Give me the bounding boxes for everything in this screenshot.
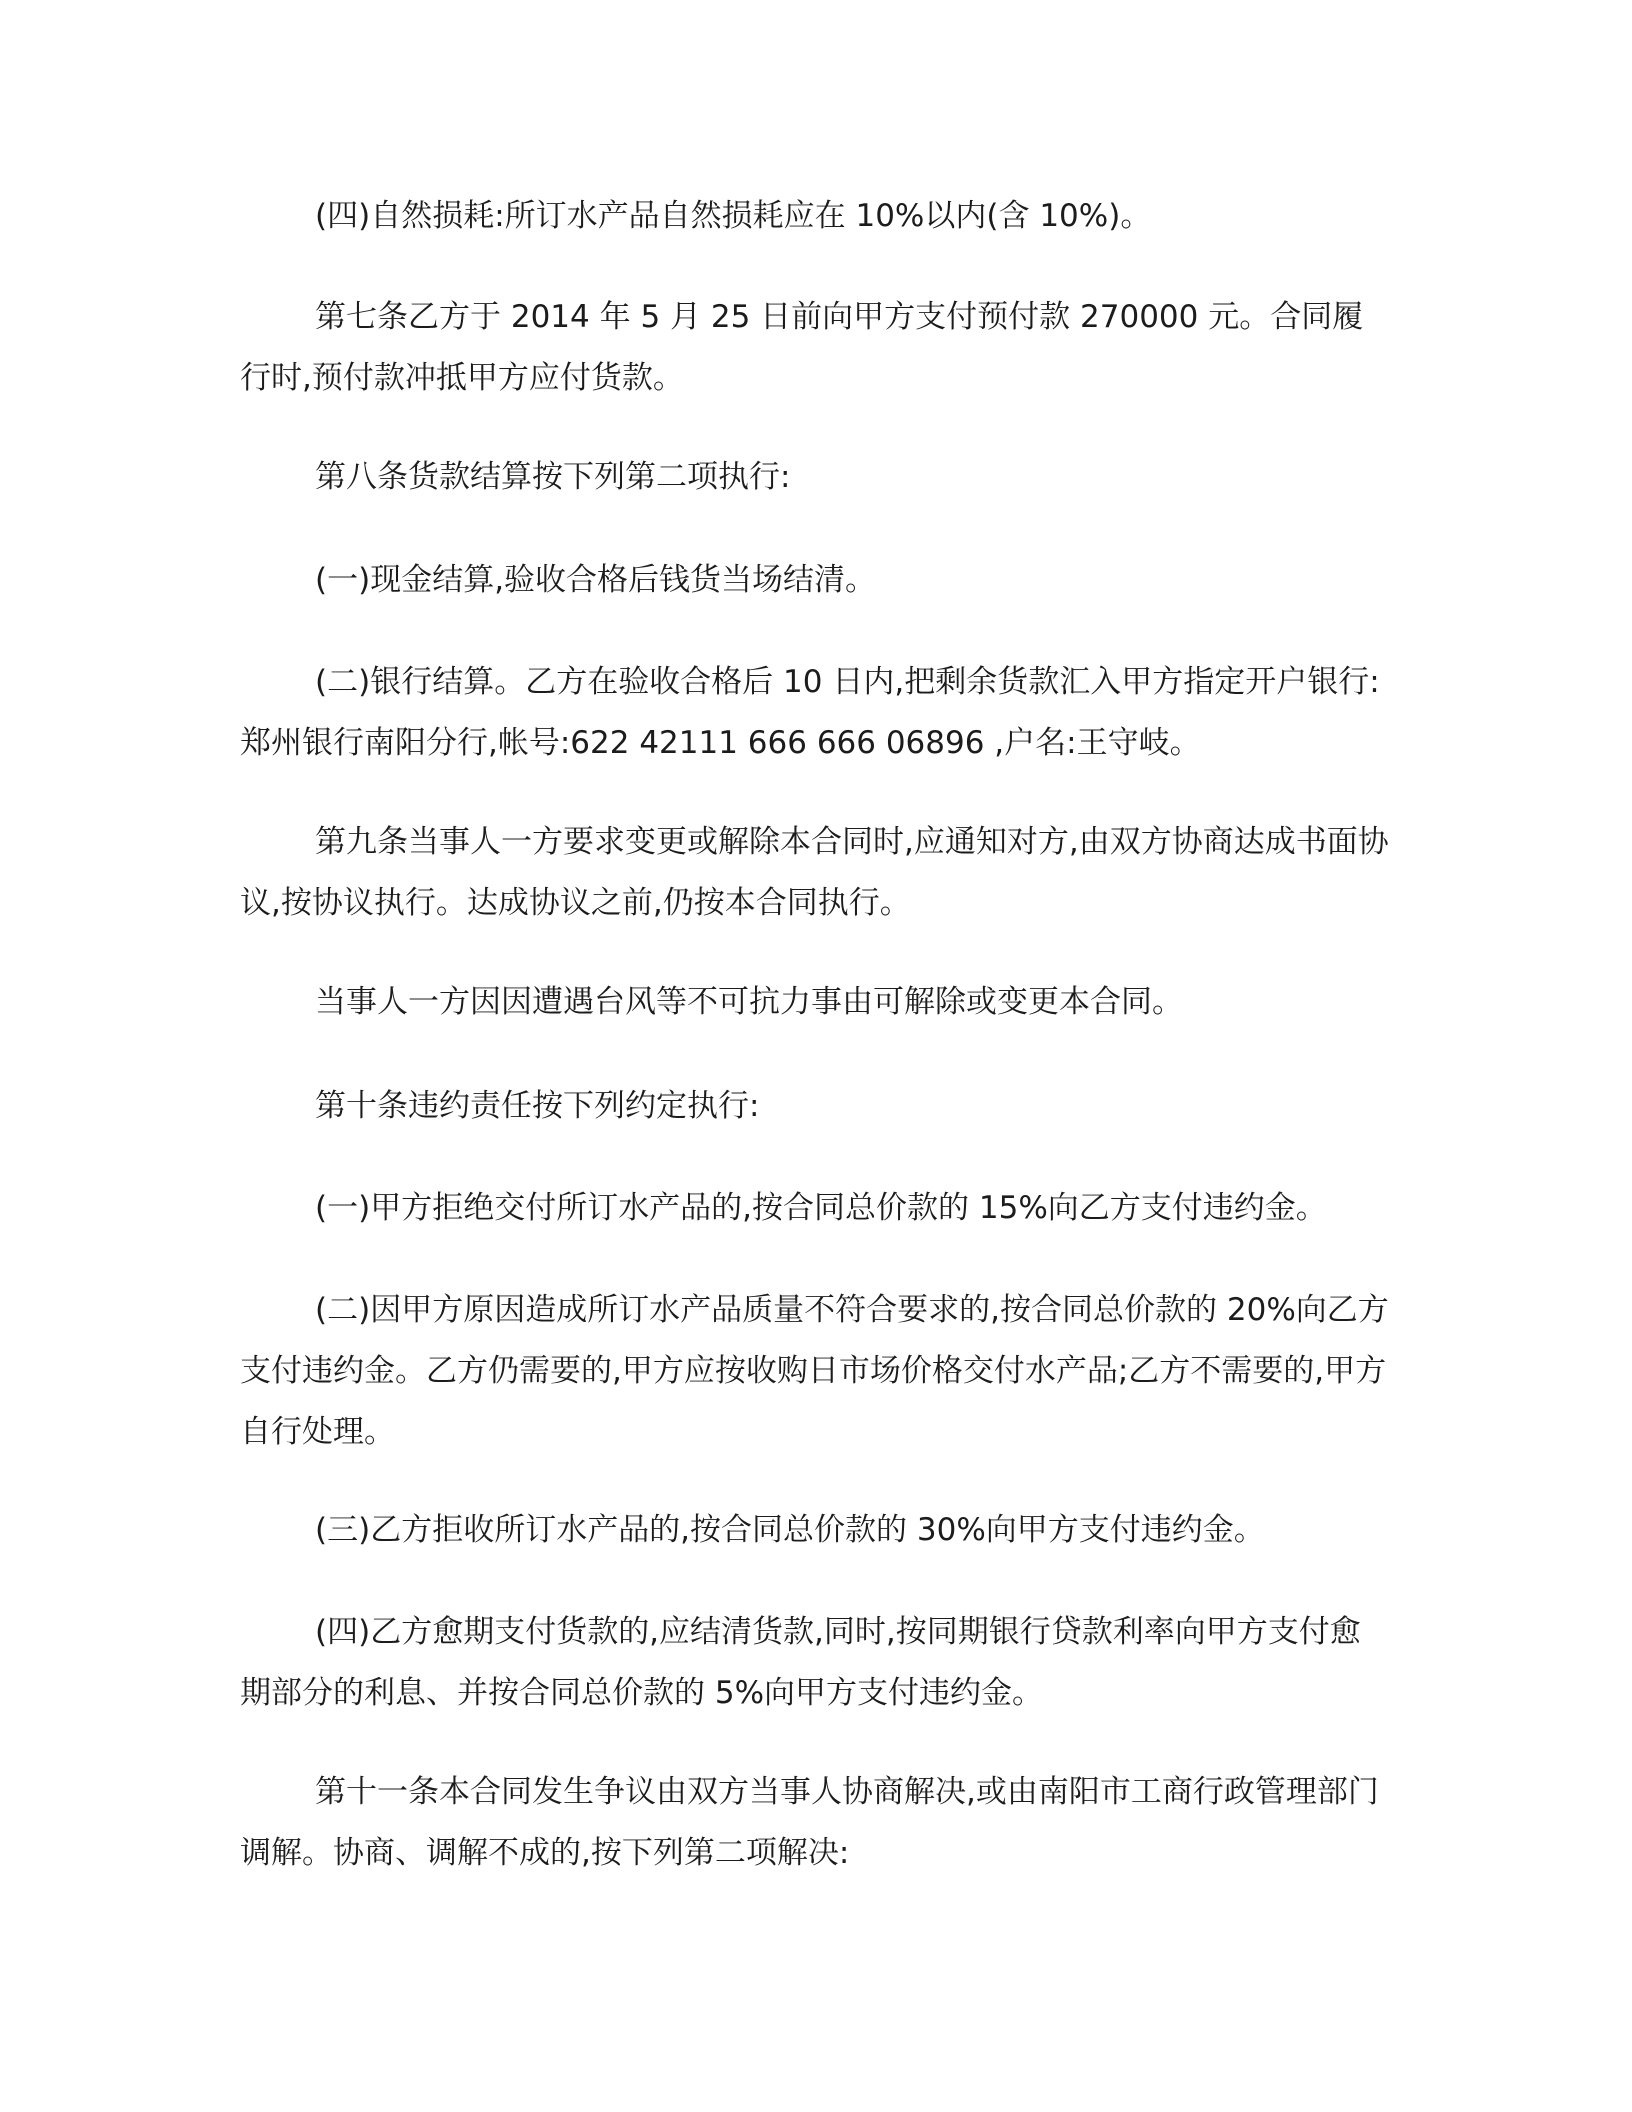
paragraph-article-9: 第九条当事人一方要求变更或解除本合同时,应通知对方,由双方协商达成书面协议,按协议执行。达成协议之前,仍按本合同执行。 bbox=[240, 824, 1389, 921]
paragraph-cash-settlement: (一)现金结算,验收合格后钱货当场结清。 bbox=[315, 562, 877, 598]
paragraph-article-11: 第十一条本合同发生争议由双方当事人协商解决,或由南阳市工商行政管理部门调解。协商、调解不成的,按下列第二项解决: bbox=[240, 1774, 1379, 1871]
paragraph-breach-3: (三)乙方拒收所订水产品的,按合同总价款的 30%向甲方支付违约金。 bbox=[315, 1512, 1265, 1548]
paragraph-breach-1: (一)甲方拒绝交付所订水产品的,按合同总价款的 15%向乙方支付违约金。 bbox=[315, 1190, 1327, 1226]
paragraph-breach-4: (四)乙方愈期支付货款的,应结清货款,同时,按同期银行贷款利率向甲方支付愈期部分的利息、并按合同总价款的 5%向甲方支付违约金。 bbox=[240, 1614, 1361, 1711]
paragraph-article-10: 第十条违约责任按下列约定执行: bbox=[315, 1088, 760, 1124]
paragraph-article-7: 第七条乙方于 2014 年 5 月 25 日前向甲方支付预付款 270000 元。合同履行时,预付款冲抵甲方应付货款。 bbox=[240, 299, 1364, 396]
paragraph-force-majeure: 当事人一方因因遭遇台风等不可抗力事由可解除或变更本合同。 bbox=[315, 984, 1183, 1020]
paragraph-bank-settlement: (二)银行结算。乙方在验收合格后 10 日内,把剩余货款汇入甲方指定开户银行:郑州银行南阳分行,帐号:622 42111 666 666 06896 ,户名:王守岐。 bbox=[240, 664, 1380, 761]
paragraph-article-8: 第八条货款结算按下列第二项执行: bbox=[315, 459, 791, 495]
paragraph-breach-2: (二)因甲方原因造成所订水产品质量不符合要求的,按合同总价款的 20%向乙方支付违约金。乙方仍需要的,甲方应按收购日市场价格交付水产品;乙方不需要的,甲方自行处理。 bbox=[240, 1292, 1389, 1450]
paragraph-natural-loss: (四)自然损耗:所订水产品自然损耗应在 10%以内(含 10%)。 bbox=[315, 198, 1152, 234]
